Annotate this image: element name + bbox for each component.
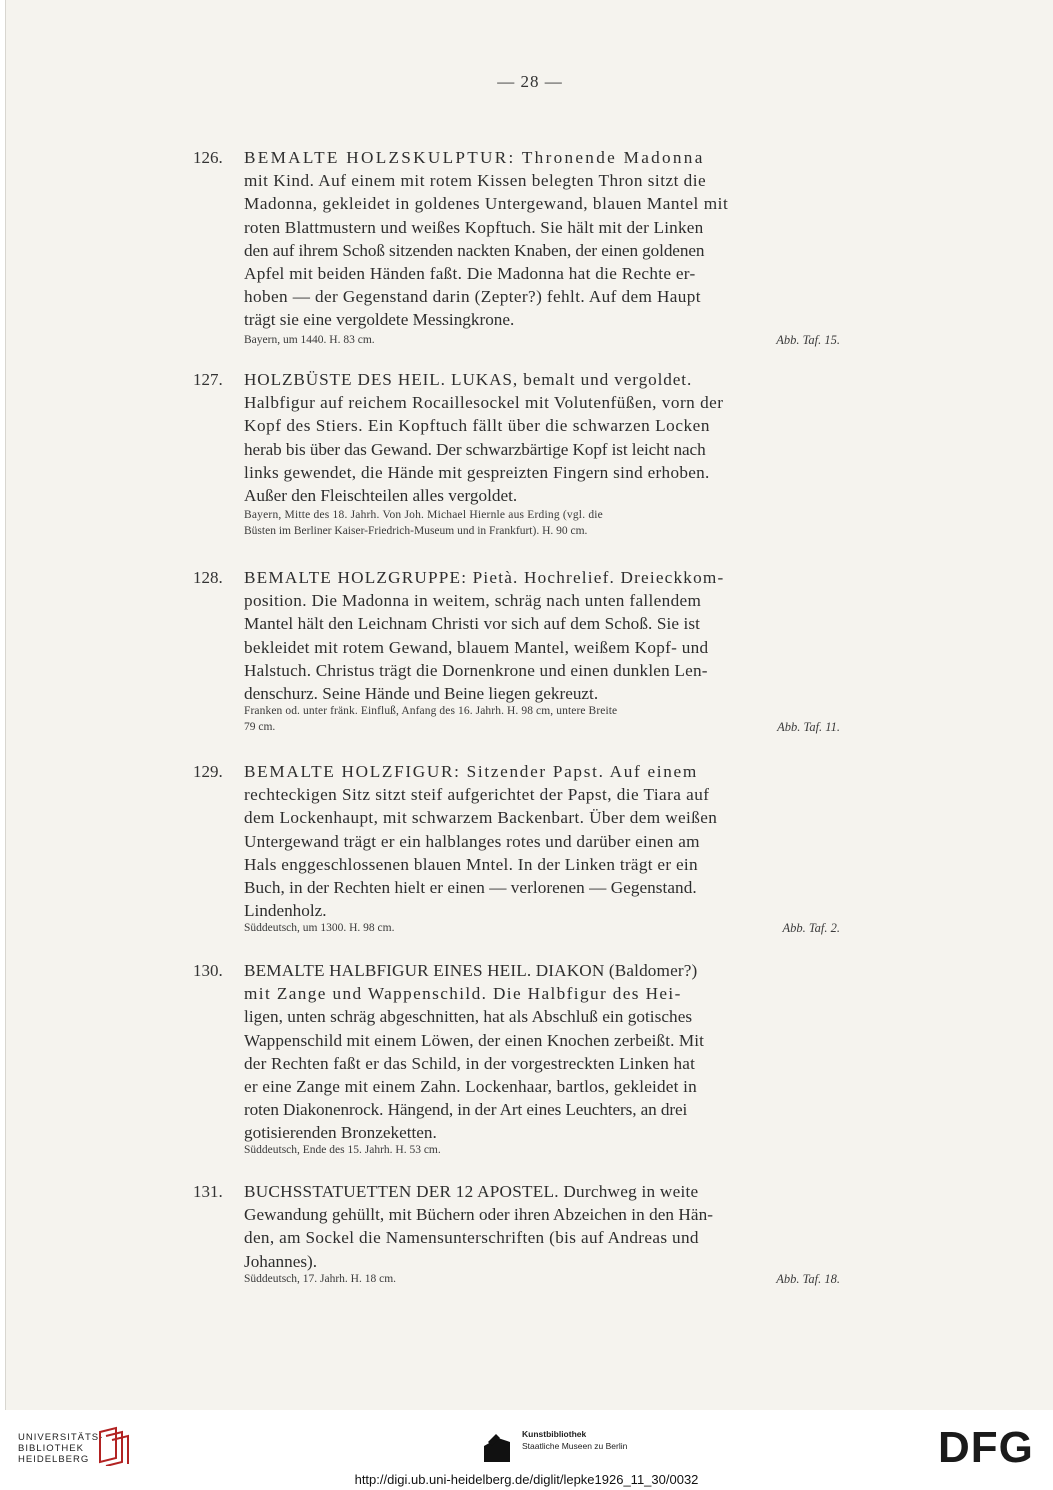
entry-number: 126.: [193, 148, 223, 167]
entry-text: [244, 959, 840, 1145]
dfg-logo: DFG: [938, 1423, 1034, 1472]
text-line: Gewandung gehüllt, mit Büchern oder ihren Abzeichen in den Hän-: [244, 1205, 713, 1225]
entry-meta: [244, 332, 840, 348]
text-line: Halstuch. Christus trägt die Dornenkrone und einen dunklen Len-: [244, 660, 708, 680]
text-line: den, am Sockel die Namensunterschriften (bis auf Andreas und: [244, 1228, 699, 1248]
text-line: Kopf des Stiers. Ein Kopftuch fällt über die schwarzen Locken: [244, 416, 710, 436]
text-line: bekleidet mit rotem Gewand, blauem Mantel, weißem Kopf- und: [244, 637, 709, 657]
text-line: Hals enggeschlossenen blauen Mntel. In der Linken trägt er ein: [244, 854, 698, 874]
meta-line: Büsten im Berliner Kaiser-Friedrich-Museum und in Frankfurt). H. 90 cm.: [244, 525, 588, 537]
plate-reference: Abb. Taf. 15.: [776, 333, 840, 347]
text-line: BEMALTE HOLZSKULPTUR: Thronende Madonna: [244, 148, 705, 167]
meta-line: Süddeutsch, um 1300. H. 98 cm.: [244, 922, 395, 934]
text-line: rechteckigen Sitz sitzt steif aufgerichtet der Papst, die Tiara auf: [244, 785, 710, 805]
text-line: den auf ihrem Schoß sitzenden nackten Knaben, der einen goldenen: [244, 240, 705, 260]
digitization-footer: [0, 1410, 1053, 1490]
entry-meta: [244, 1271, 840, 1287]
text-line: gotisierenden Bronzeketten.: [244, 1123, 437, 1143]
ub-line: BIBLIOTHEK: [18, 1443, 84, 1454]
meta-line: Bayern, um 1440. H. 83 cm.: [244, 334, 375, 346]
text-line: links gewendet, die Hände mit gespreizten Fingern sind erhoben.: [244, 462, 710, 482]
ub-line: HEIDELBERG: [18, 1454, 90, 1465]
text-line: BUCHSSTATUETTEN DER 12 APOSTEL. Durchweg in weite: [244, 1182, 699, 1201]
entry-number: 130.: [193, 961, 223, 980]
text-line: denschurz. Seine Hände und Beine liegen gekreuzt.: [244, 684, 599, 704]
text-line: BEMALTE HOLZFIGUR: Sitzender Papst. Auf einem: [244, 762, 698, 781]
entry-text: [244, 1180, 840, 1273]
meta-line: Franken od. unter fränk. Einfluß, Anfang des 16. Jahrh. H. 98 cm, untere Breite: [244, 705, 618, 717]
text-line: der Rechten faßt er das Schild, in der vorgestreckten Linken hat: [244, 1053, 696, 1073]
entry-text: [244, 368, 840, 507]
meta-line: Bayern, Mitte des 18. Jahrh. Von Joh. Michael Hiernle aus Erding (vgl. die: [244, 509, 603, 521]
kb-line: Kunstbibliothek: [522, 1429, 587, 1439]
text-line: Halbfigur auf reichem Rocaillesockel mit Volutenfüßen, vorn der: [244, 393, 724, 413]
text-line: Johannes).: [244, 1251, 318, 1271]
ub-line: UNIVERSITÄTS-: [18, 1432, 104, 1443]
kb-line: Staatliche Museen zu Berlin: [522, 1441, 628, 1451]
entry-meta: [244, 1142, 840, 1158]
text-line: Madonna, gekleidet in goldenes Untergewand, blauen Mantel mit: [244, 194, 729, 214]
text-line: HOLZBÜSTE DES HEIL. LUKAS, bemalt und vergoldet.: [244, 370, 693, 389]
entry-text: [244, 146, 840, 332]
document-page: [5, 0, 1053, 1410]
ub-heidelberg-logo-icon: [96, 1426, 130, 1466]
text-line: dem Lockenhaupt, mit schwarzem Backenbart. Über dem weißen: [244, 808, 718, 828]
text-line: er eine Zange mit einem Zahn. Lockenhaar, bartlos, gekleidet in: [244, 1077, 697, 1097]
text-line: Wappenschild mit einem Löwen, der einen Knochen zerbeißt. Mit: [244, 1030, 705, 1050]
text-line: Apfel mit beiden Händen faßt. Die Madonna hat die Rechte er-: [244, 264, 696, 284]
kunstbibliothek-label: [522, 1428, 627, 1452]
entry-text: [244, 760, 840, 922]
entry-number: 128.: [193, 568, 223, 587]
meta-line: Süddeutsch, 17. Jahrh. H. 18 cm.: [244, 1273, 397, 1285]
entry-meta: [244, 920, 840, 936]
entry-meta: [244, 507, 840, 539]
ub-heidelberg-label: [18, 1432, 103, 1465]
entry-number: 129.: [193, 762, 223, 781]
text-line: trägt sie eine vergoldete Messingkrone.: [244, 310, 515, 330]
text-line: hoben — der Gegenstand darin (Zepter?) fehlt. Auf dem Haupt: [244, 287, 701, 307]
text-line: position. Die Madonna in weitem, schräg nach unten fallendem: [244, 591, 702, 611]
meta-line: Süddeutsch, Ende des 15. Jahrh. H. 53 cm.: [244, 1144, 441, 1156]
entry-text: [244, 566, 840, 705]
text-line: ligen, unten schräg abgeschnitten, hat als Abschluß ein gotisches: [244, 1007, 693, 1027]
plate-reference: Abb. Taf. 18.: [776, 1272, 840, 1286]
text-line: BEMALTE HOLZGRUPPE: Pietà. Hochrelief. Dreieckkom-: [244, 568, 725, 587]
kunstbibliothek-logo-icon: [482, 1428, 512, 1464]
text-line: roten Blattmustern und weißes Kopftuch. Sie hält mit der Linken: [244, 217, 704, 237]
text-line: mit Zange und Wappenschild. Die Halbfigur des Hei-: [244, 984, 682, 1004]
text-line: Mantel hält den Leichnam Christi vor sich auf dem Schoß. Sie ist: [244, 614, 701, 634]
entry-meta: [244, 703, 840, 735]
text-line: Buch, in der Rechten hielt er einen — verlorenen — Gegenstand.: [244, 878, 697, 898]
page-number: — 28 —: [497, 72, 563, 91]
entry-number: 131.: [193, 1182, 223, 1201]
entry-number: 127.: [193, 370, 223, 389]
plate-reference: Abb. Taf. 11.: [777, 720, 840, 734]
text-line: Außer den Fleischteilen alles vergoldet.: [244, 486, 518, 506]
text-line: Lindenholz.: [244, 901, 327, 921]
text-line: Untergewand trägt er ein halblanges rotes und darüber einen am: [244, 831, 700, 851]
source-url[interactable]: http://digi.ub.uni-heidelberg.de/diglit/lepke1926_11_30/0032: [354, 1472, 699, 1487]
plate-reference: Abb. Taf. 2.: [782, 921, 840, 935]
text-line: BEMALTE HALBFIGUR EINES HEIL. DIAKON (Baldomer?): [244, 961, 698, 980]
text-line: mit Kind. Auf einem mit rotem Kissen belegten Thron sitzt die: [244, 171, 707, 191]
meta-line: 79 cm.: [244, 721, 276, 733]
text-line: roten Diakonenrock. Hängend, in der Art eines Leuchters, an drei: [244, 1100, 688, 1120]
text-line: herab bis über das Gewand. Der schwarzbärtige Kopf ist leicht nach: [244, 439, 706, 459]
